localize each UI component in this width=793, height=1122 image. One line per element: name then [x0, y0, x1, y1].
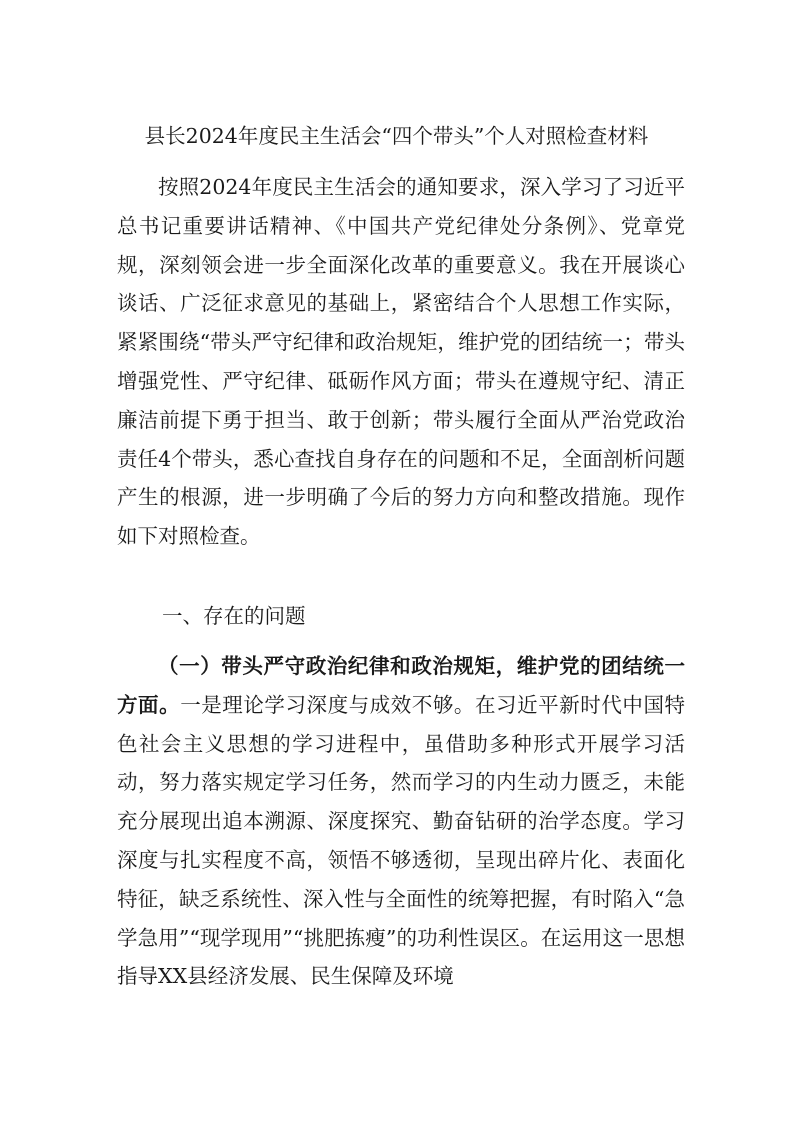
- subsection-heading: （一）带头严守政治纪律和政治规矩，维护党的团结统一方面。: [117, 654, 685, 717]
- subsection-paragraph: [117, 647, 685, 996]
- subsection-body: 一是理论学习深度与成效不够。在习近平新时代中国特色社会主义思想的学习进程中，虽借助多种形式开展学习活动，努力落实规定学习任务，然而学习的内生动力匮乏，未能充分展现出追本溯源、深度探究、勤奋钻研的治学态度。学习深度与扎实程度不高，领悟不够透彻，呈现出碎片化、表面化特征，缺乏系统性、深入性与全面性的统筹把握，有时陷入“急学急用”“现学现用”“挑肥拣瘦”的功利性误区。在运用这一思想指导XX县经济发展、民生保障及环境: [117, 692, 686, 989]
- section-heading: 一、存在的问题: [162, 604, 306, 628]
- document-title: 县长2024年度民主生活会“四个带头”个人对照检查材料: [144, 124, 649, 148]
- intro-paragraph: 按照2024年度民主生活会的通知要求，深入学习了习近平总书记重要讲话精神、《中国共产党纪律处分条例》、党章党规，深刻领会进一步全面深化改革的重要意义。我在开展谈心谈话、广泛征求意见的基础上，紧密结合个人思想工作实际，紧紧围绕“带头严守纪律和政治规矩，维护党的团结统一；带头增强党性、严守纪律、砥砺作风方面；带头在遵规守纪、清正廉洁前提下勇于担当、敢于创新；带头履行全面从严治党政治责任4个带头，悉心查找自身存在的问题和不足，全面剖析问题产生的根源，进一步明确了今后的努力方向和整改措施。现作如下对照检查。: [117, 175, 685, 549]
